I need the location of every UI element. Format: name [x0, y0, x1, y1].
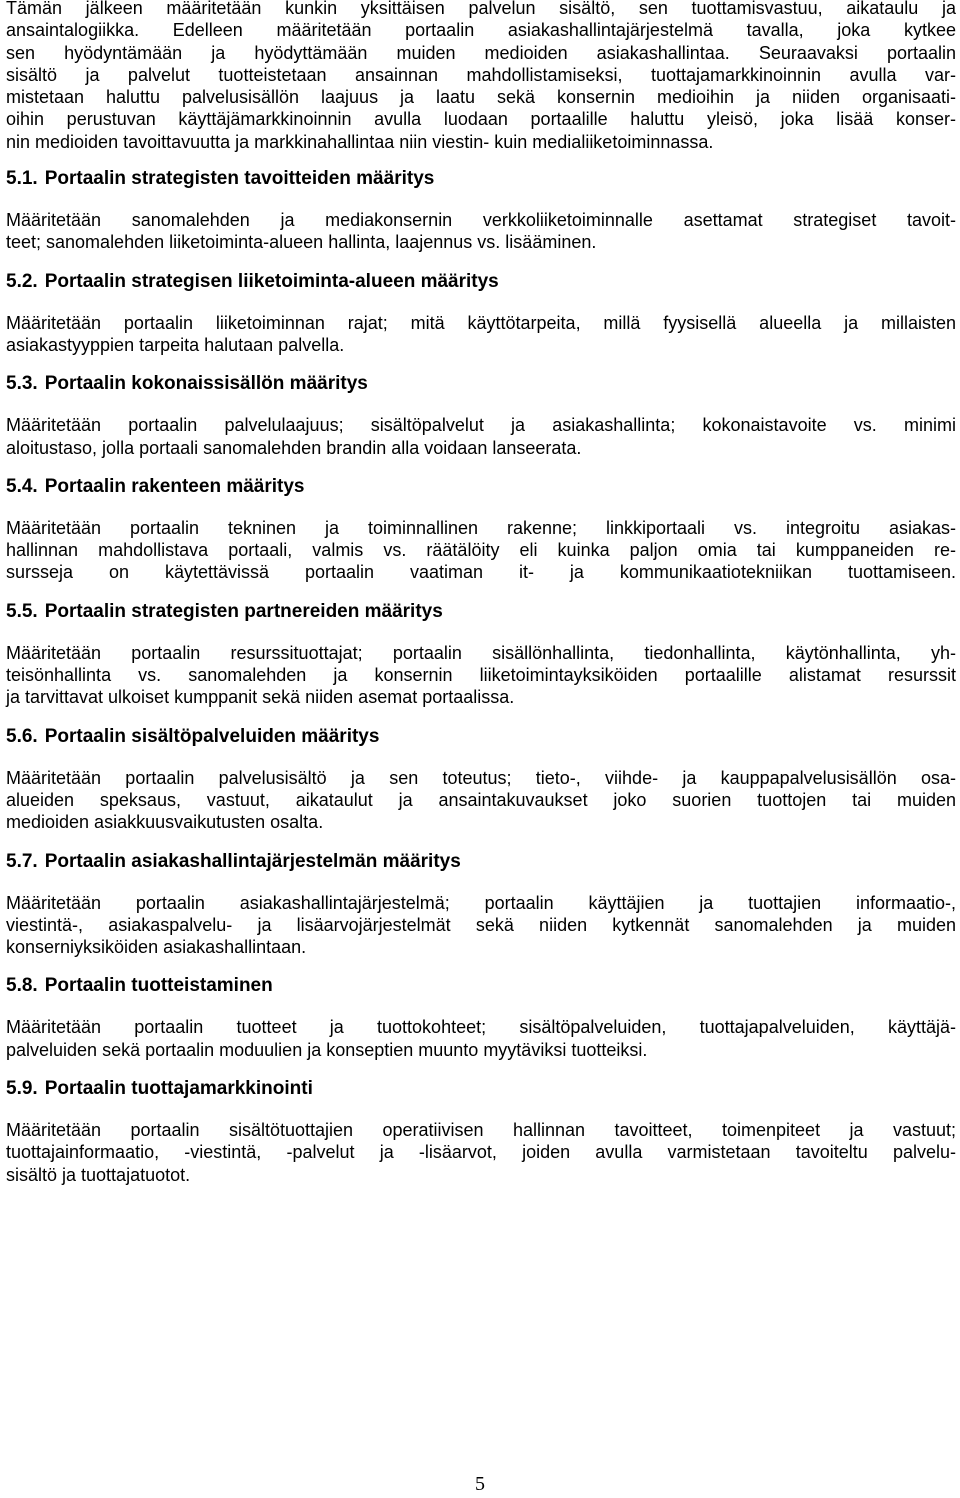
text-line: nin medioiden tavoittavuutta ja markkinahallintaa niin viestin- kuin medialiiketoiminnassa.: [6, 131, 714, 152]
text-line: ja tarvittavat ulkoiset kumppanit sekä niiden asemat portaalissa.: [6, 687, 515, 708]
text-line: medioiden asiakkuusvaikutusten osalta.: [6, 812, 324, 833]
section-number: 5.4.: [6, 475, 38, 497]
section-paragraph: [6, 642, 956, 709]
text-line: konserniyksiköiden asiakashallintaan.: [6, 937, 307, 958]
section-number: 5.1.: [6, 168, 38, 190]
text-line: mistetaan haluttu palvelusisällön laajuus ja laatu sekä konsernin medioihin ja niiden organisaati-: [6, 87, 956, 108]
section-title: Portaalin strategisen liiketoiminta-alueen määritys: [44, 270, 499, 292]
text-line: alueiden speksaus, vastuut, aikataulut ja ansaintakuvaukset joko suorien tuottojen tai muiden: [6, 789, 956, 810]
section-heading: [6, 974, 956, 998]
text-line: sursseja on käytettävissä portaalin vaatiman it- ja kommunikaatiotekniikan tuottamiseen.: [6, 562, 956, 583]
text-line: oihin perustuvan käyttäjämarkkinoinnin avulla luodaan portaalille haluttu yleisö, joka lisää konser-: [6, 109, 956, 130]
section-paragraph: [6, 209, 956, 254]
section-heading: [6, 270, 956, 294]
text-line: asiakastyyppien tarpeita halutaan palvella.: [6, 334, 345, 355]
text-line: sen hyödyntämään ja hyödyttämään muiden medioiden asiakashallintaa. Seuraavaksi portaalin: [6, 42, 956, 63]
section-title: Portaalin tuottajamarkkinointi: [44, 1078, 313, 1100]
section-number: 5.6.: [6, 725, 38, 747]
section-title: Portaalin strategisten tavoitteiden määritys: [44, 168, 435, 190]
section-heading: [6, 850, 956, 874]
section-paragraph: [6, 414, 956, 459]
text-line: hallinnan mahdollistava portaali, valmis vs. räätälöity eli kuinka paljon omia tai kumppaneiden re-: [6, 540, 956, 561]
section-title: Portaalin asiakashallintajärjestelmän määritys: [44, 850, 461, 872]
text-line: Määritetään portaalin sisältötuottajien operatiivisen hallinnan tavoitteet, toimenpiteet ja vastuut;: [6, 1120, 956, 1141]
text-line: viestintä-, asiakaspalvelu- ja lisäarvojärjestelmät sekä niiden kytkennät sanomalehden ja muiden: [6, 914, 956, 935]
section-heading: [6, 1077, 956, 1101]
text-line: palveluiden sekä portaalin moduulien ja konseptien muunto myytäviksi tuotteiksi.: [6, 1039, 648, 1060]
section-title: Portaalin rakenteen määritys: [44, 475, 305, 497]
section-title: Portaalin tuotteistaminen: [44, 975, 273, 997]
intro-paragraph: [6, 0, 956, 153]
section-paragraph: [6, 517, 956, 584]
section-number: 5.7.: [6, 850, 38, 872]
text-line: Määritetään portaalin asiakashallintajärjestelmä; portaalin käyttäjien ja tuottajien informaatio-,: [6, 892, 956, 913]
section-heading: [6, 475, 956, 499]
text-line: ansaintalogiikka. Edelleen määritetään portaalin asiakashallintajärjestelmä tavalla, joka kytkee: [6, 20, 956, 41]
section-title: Portaalin sisältöpalveluiden määritys: [44, 725, 380, 747]
text-line: aloitustaso, jolla portaali sanomalehden brandin alla voidaan lanseerata.: [6, 437, 582, 458]
section-title: Portaalin kokonaissisällön määritys: [44, 373, 368, 395]
text-line: tuottajainformaatio, -viestintä, -palvelut ja -lisäarvot, joiden avulla varmistetaan tavoiteltu palvelu-: [6, 1142, 956, 1163]
text-line: Määritetään portaalin palvelusisältö ja sen toteutus; tieto-, viihde- ja kauppapalvelusisällön osa-: [6, 767, 956, 788]
text-line: Määritetään portaalin resurssituottajat; portaalin sisällönhallinta, tiedonhallinta, käytönhallinta, yh-: [6, 642, 956, 663]
text-line: Määritetään sanomalehden ja mediakonsernin verkkoliiketoiminnalle asettamat strategiset tavoit-: [6, 210, 956, 231]
text-line: Määritetään portaalin liiketoiminnan rajat; mitä käyttötarpeita, millä fyysisellä alueella ja millaisten: [6, 312, 956, 333]
section-paragraph: [6, 767, 956, 834]
section-paragraph: [6, 1119, 956, 1186]
text-line: Määritetään portaalin tekninen ja toiminnallinen rakenne; linkkiportaali vs. integroitu asiakas-: [6, 517, 956, 538]
section-number: 5.2.: [6, 270, 38, 292]
text-line: Määritetään portaalin tuotteet ja tuottokohteet; sisältöpalveluiden, tuottajapalveluiden, käyttäjä-: [6, 1017, 956, 1038]
section-paragraph: [6, 1016, 956, 1061]
section-heading: [6, 600, 956, 624]
section-number: 5.5.: [6, 600, 38, 622]
text-line: Määritetään portaalin palvelulaajuus; sisältöpalvelut ja asiakashallinta; kokonaistavoite vs. minimi: [6, 415, 956, 436]
text-line: sisältö ja tuottajatuotot.: [6, 1164, 191, 1185]
text-line: teet; sanomalehden liiketoiminta-alueen hallinta, laajennus vs. lisääminen.: [6, 232, 597, 253]
section-heading: [6, 167, 956, 191]
section-title: Portaalin strategisten partnereiden määritys: [44, 600, 443, 622]
text-line: Tämän jälkeen määritetään kunkin yksittäisen palvelun sisältö, sen tuottamisvastuu, aikataulu ja: [6, 0, 956, 18]
section-number: 5.9.: [6, 1078, 38, 1100]
section-paragraph: [6, 892, 956, 959]
section-paragraph: [6, 312, 956, 357]
section-number: 5.3.: [6, 373, 38, 395]
text-line: sisältö ja palvelut tuotteistetaan ansainnan mahdollistamiseksi, tuottajamarkkinoinnin avulla var-: [6, 64, 956, 85]
section-heading: [6, 372, 956, 396]
section-number: 5.8.: [6, 975, 38, 997]
page-number: 5: [475, 1473, 485, 1495]
text-line: teisönhallinta vs. sanomalehden ja konsernin liiketoimintayksiköiden portaalille alistamat resurssit: [6, 665, 956, 686]
document-page: [6, 0, 956, 1186]
section-heading: [6, 725, 956, 749]
